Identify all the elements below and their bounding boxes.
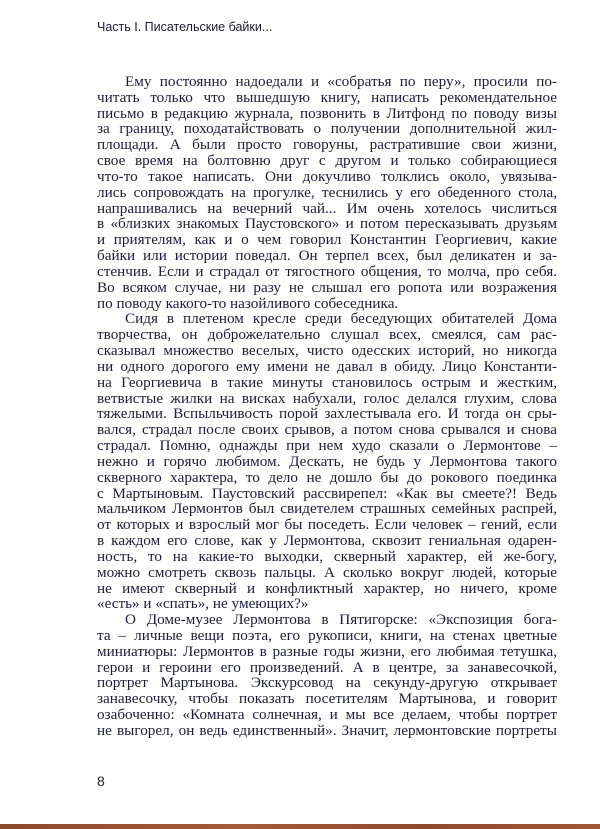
text-line: лись сопровождать на прогулке, теснились у его обеденного стола, — [97, 183, 557, 201]
text-line: Сидя в плетеном кресле среди беседующих обитателей Дома — [125, 310, 557, 328]
text-line: ни одного дорогого ему имени не давал в обиду. Лицо Константи- — [97, 357, 557, 375]
text-line: площади. А были просто говоруны, растратившие свои жизни, — [97, 136, 557, 154]
text-line: занавесочку, чтобы показать посетителям Мартынова, и говорит — [97, 690, 557, 708]
text-line: портрет Мартынова. Экскурсовод на секунду-другую открывает — [97, 674, 557, 692]
text-line: стенчив. Если и страдал от тягостного общения, то молча, про себя. — [97, 262, 557, 280]
page-number: 8 — [97, 773, 105, 789]
text-line: нежно и горячо любимом. Дескать, не будь у Лермонтова такого — [97, 452, 557, 470]
text-line: и приятелям, как и о чем говорил Константин Георгиевич, какие — [97, 231, 557, 249]
text-line: вался, страдал после своих срывов, а потом снова срывался и снова — [97, 421, 557, 439]
text-line: письмо в редакцию журнала, позвонить в Литфонд по поводу визы — [97, 104, 557, 122]
text-line: свое время на болтовню друг с другом и только собирающиеся — [97, 152, 557, 170]
text-line: ветвистые жилки на висках набухали, голос делался глухим, слова — [97, 389, 557, 407]
text-line: страдал. Помню, однажды при нем худо сказали о Лермонтове – — [97, 437, 557, 455]
text-line: миниатюры: Лермонтов в разные годы жизни, его любимая тетушка, — [97, 642, 557, 660]
running-head: Часть I. Писательские байки... — [97, 20, 273, 34]
body-text — [97, 74, 557, 739]
text-line: от которых и взрослый мог бы поседеть. Если человек – гений, если — [97, 516, 557, 534]
text-line: за границу, походатайствовать о получении дополнительной жил- — [97, 120, 557, 138]
text-line: что-то такое написать. Они докучливо толклись около, увязыва- — [97, 167, 557, 185]
text-line: творчества, он доброжелательно слушал всех, смеялся, сам рас- — [97, 326, 557, 344]
text-line: «есть» и «спать», не умеющих?» — [97, 595, 309, 613]
text-line: читать только что вышедшую книгу, написать рекомендательное — [97, 88, 557, 106]
text-line: напрашивались на вечерний чай... Им очень хотелось числиться — [97, 199, 557, 217]
paragraph — [97, 311, 557, 612]
text-line: не имеют скверный и конфликтный характер, но ничего, кроме — [97, 579, 557, 597]
text-line: О Доме-музее Лермонтова в Пятигорске: «Экспозиция бога- — [125, 611, 557, 629]
text-line: с Мартыновым. Паустовский рассвирепел: «Как вы смеете?! Ведь — [97, 484, 557, 502]
text-line: мальчиком Лермонтов был свидетелем страшных семейных распрей, — [97, 500, 557, 518]
text-line: в каждом его слове, как у Лермонтова, сквозит гениальная одарен- — [97, 532, 557, 550]
text-line: не выгорел, он ведь единственный». Значит, лермонтовские портреты — [97, 721, 557, 739]
text-line: можно смотреть сквозь пальцы. А сколько вокруг людей, которые — [97, 563, 557, 581]
paragraph — [97, 74, 557, 311]
text-line: ность, то на какие-то выходки, скверный характер, ей же-богу, — [97, 547, 557, 565]
text-line: Во всяком случае, ни разу не слышал его ропота или возражения — [97, 278, 557, 296]
text-line: скверного характера, то дело не дошло бы до рокового поединка — [97, 468, 557, 486]
text-line: на Георгиевича в такие минуты становилось острым и жестким, — [97, 373, 557, 391]
bottom-edge-rule — [0, 824, 600, 829]
text-line: озабоченно: «Комната солнечная, и мы все делаем, чтобы портрет — [97, 706, 557, 724]
text-line: по поводу какого-то назойливого собеседника. — [97, 294, 399, 312]
text-line: в «близких знакомых Паустовского» и потом пересказывать друзьям — [97, 215, 557, 233]
paragraph — [97, 612, 557, 739]
text-line: герои и героини его произведений. А в центре, за занавесочкой, — [97, 658, 557, 676]
text-line: байки или истории поведал. Он терпел всех, был деликатен и за- — [97, 247, 557, 265]
text-line: сказывал множество веселых, чисто одесских историй, но никогда — [97, 342, 557, 360]
text-line: тяжелыми. Вспыльчивость порой захлестывала его. И тогда он сры- — [97, 405, 557, 423]
text-line: та – личные вещи поэта, его рукописи, книги, на стенах цветные — [97, 626, 557, 644]
text-line: Ему постоянно надоедали и «собратья по перу», просили по- — [125, 73, 557, 90]
